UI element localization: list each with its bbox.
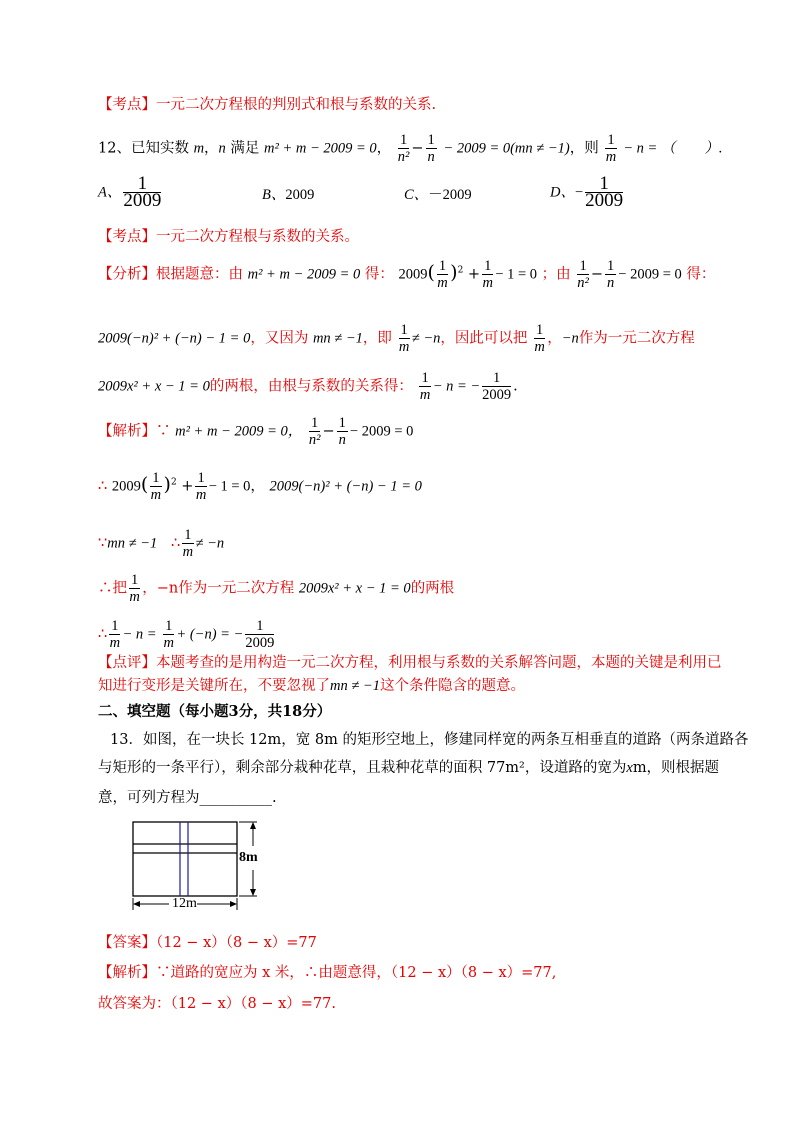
solution-line-1: 【解析】∵ m² + m − 2009 = 0， $\frac{1}{\text{n²}}$ − $\frac{1}{n}$ − 2009 = 0 [98,415,414,448]
section-title: 二、填空题（每小题3分，共18分） [98,703,332,720]
kaodian-text: 一元二次方程根的判别式和根与系数的关系. [156,97,437,113]
option-d-frac: $\frac{1}{2009}$ [585,173,624,211]
kaodian-bracket: 【考点】 [98,97,156,113]
kaodian-line-2: 【考点】一元二次方程根与系数的关系。 [98,229,359,245]
q12-var-m: m [193,140,205,157]
q12-ask: − n = （ ）. [623,140,723,157]
solution-line-4: ∴把 $\frac{1}{m}$ ，−n作为一元二次方程 2009x² + x − 1 = 0的两根 [98,572,455,605]
comment-line-2: 知进行变形是关键所在，不要忽视了mn ≠ −1这个条件隐含的题意。 [98,678,525,694]
final-answer: 故答案为：（12 − x）（8 − x）=77. [98,996,336,1012]
height-label: 8m [239,850,258,865]
q13-line-2: 与矩形的一条平行），剩余部分栽种花草，且栽种花草的面积 77m²，设道路的宽为xm，则根据题 [98,760,720,776]
option-a-frac: $\frac{1}{2009}$ [123,173,162,211]
q12-frac-1-n: $\frac{1}{n}$ [427,132,435,165]
q12-cond1: m² + m − 2009 = 0 [264,140,377,157]
option-c: C、－2009 [404,187,472,203]
analysis-line-2: 2009(−n)² + (−n) − 1 = 0，又因为 mn ≠ −1，即 $\frac{1}{m}$ ≠ −n，因此可以把 $\frac{1}{m}$ ，−n作为一元二次方程 [98,322,695,355]
answer-line: 【答案】（12 − x）（8 − x）=77 [98,935,317,951]
kaodian-line-1 [98,96,436,114]
analysis-line-1: 【分析】根据题意：由 m² + m − 2009 = 0 得： 2009( $\frac{1}{m}$ )$^2$ + $\frac{1}{m}$ − 1 = 0 ；由 $\frac{1}{\text{n²}}$ − $\frac{1}{n}$ − 2009 = 0 得： [98,258,716,291]
q12-var-n: n [218,140,226,157]
option-d: D、− $\frac{1}{2009}$ [550,173,624,211]
q12-cond2-tail: − 2009 = 0(mn ≠ −1) [443,140,570,157]
analysis-line-3: 2009x² + x − 1 = 0的两根，由根与系数的关系得： $\frac{1}{m}$ − n = − $\frac{1}{2009}$ . [98,370,518,403]
question-12: 12、已知实数 m，n 满足 m² + m − 2009 = 0， $\frac{1}{\text{n²}}$ − $\frac{1}{n}$ − 2009 = 0(mn ≠ −1)，则 $\frac{1}{m}$ − n = （ ）. [98,132,723,165]
comment-line-1: 【点评】本题考查的是用构造一元二次方程，利用根与系数的关系解答问题，本题的关键是利用已 [98,655,722,671]
solution-line-2: ∴ 2009( $\frac{1}{m}$ )$^2$ + $\frac{1}{m}$ − 1 = 0， 2009(−n)² + (−n) − 1 = 0 [98,470,422,503]
q12-frac-1-n2: $\frac{1}{\text{n²}}$ [397,132,410,165]
q13-line-3: 意，可列方程为__________. [98,790,277,806]
q12-cond-label: 满足 [230,140,260,157]
q13-line-1: 13．如图，在一块长 12m，宽 8m 的矩形空地上，修建同样宽的两条互相垂直的道路（两条道路各 [110,732,749,748]
q12-frac-1-m: $\frac{1}{m}$ [605,132,617,165]
option-a: A、 $\frac{1}{2009}$ [98,173,162,211]
option-b: B、2009 [262,187,315,203]
q12-then: ，则 [569,140,599,157]
solution-13-line: 【解析】∵道路的宽应为 x 米，∴由题意得，（12 − x）（8 − x）=77, [98,965,557,981]
q12-intro: 12、已知实数 [98,140,189,157]
width-label: 12m [172,896,197,911]
solution-line-3: ∵mn ≠ −1 ∴ $\frac{1}{m}$ ≠ −n [98,527,225,560]
solution-line-5: ∴ $\frac{1}{m}$ − n = $\frac{1}{m}$ + (−n) = − $\frac{1}{2009}$ [98,618,275,651]
outer-rect [133,822,237,896]
